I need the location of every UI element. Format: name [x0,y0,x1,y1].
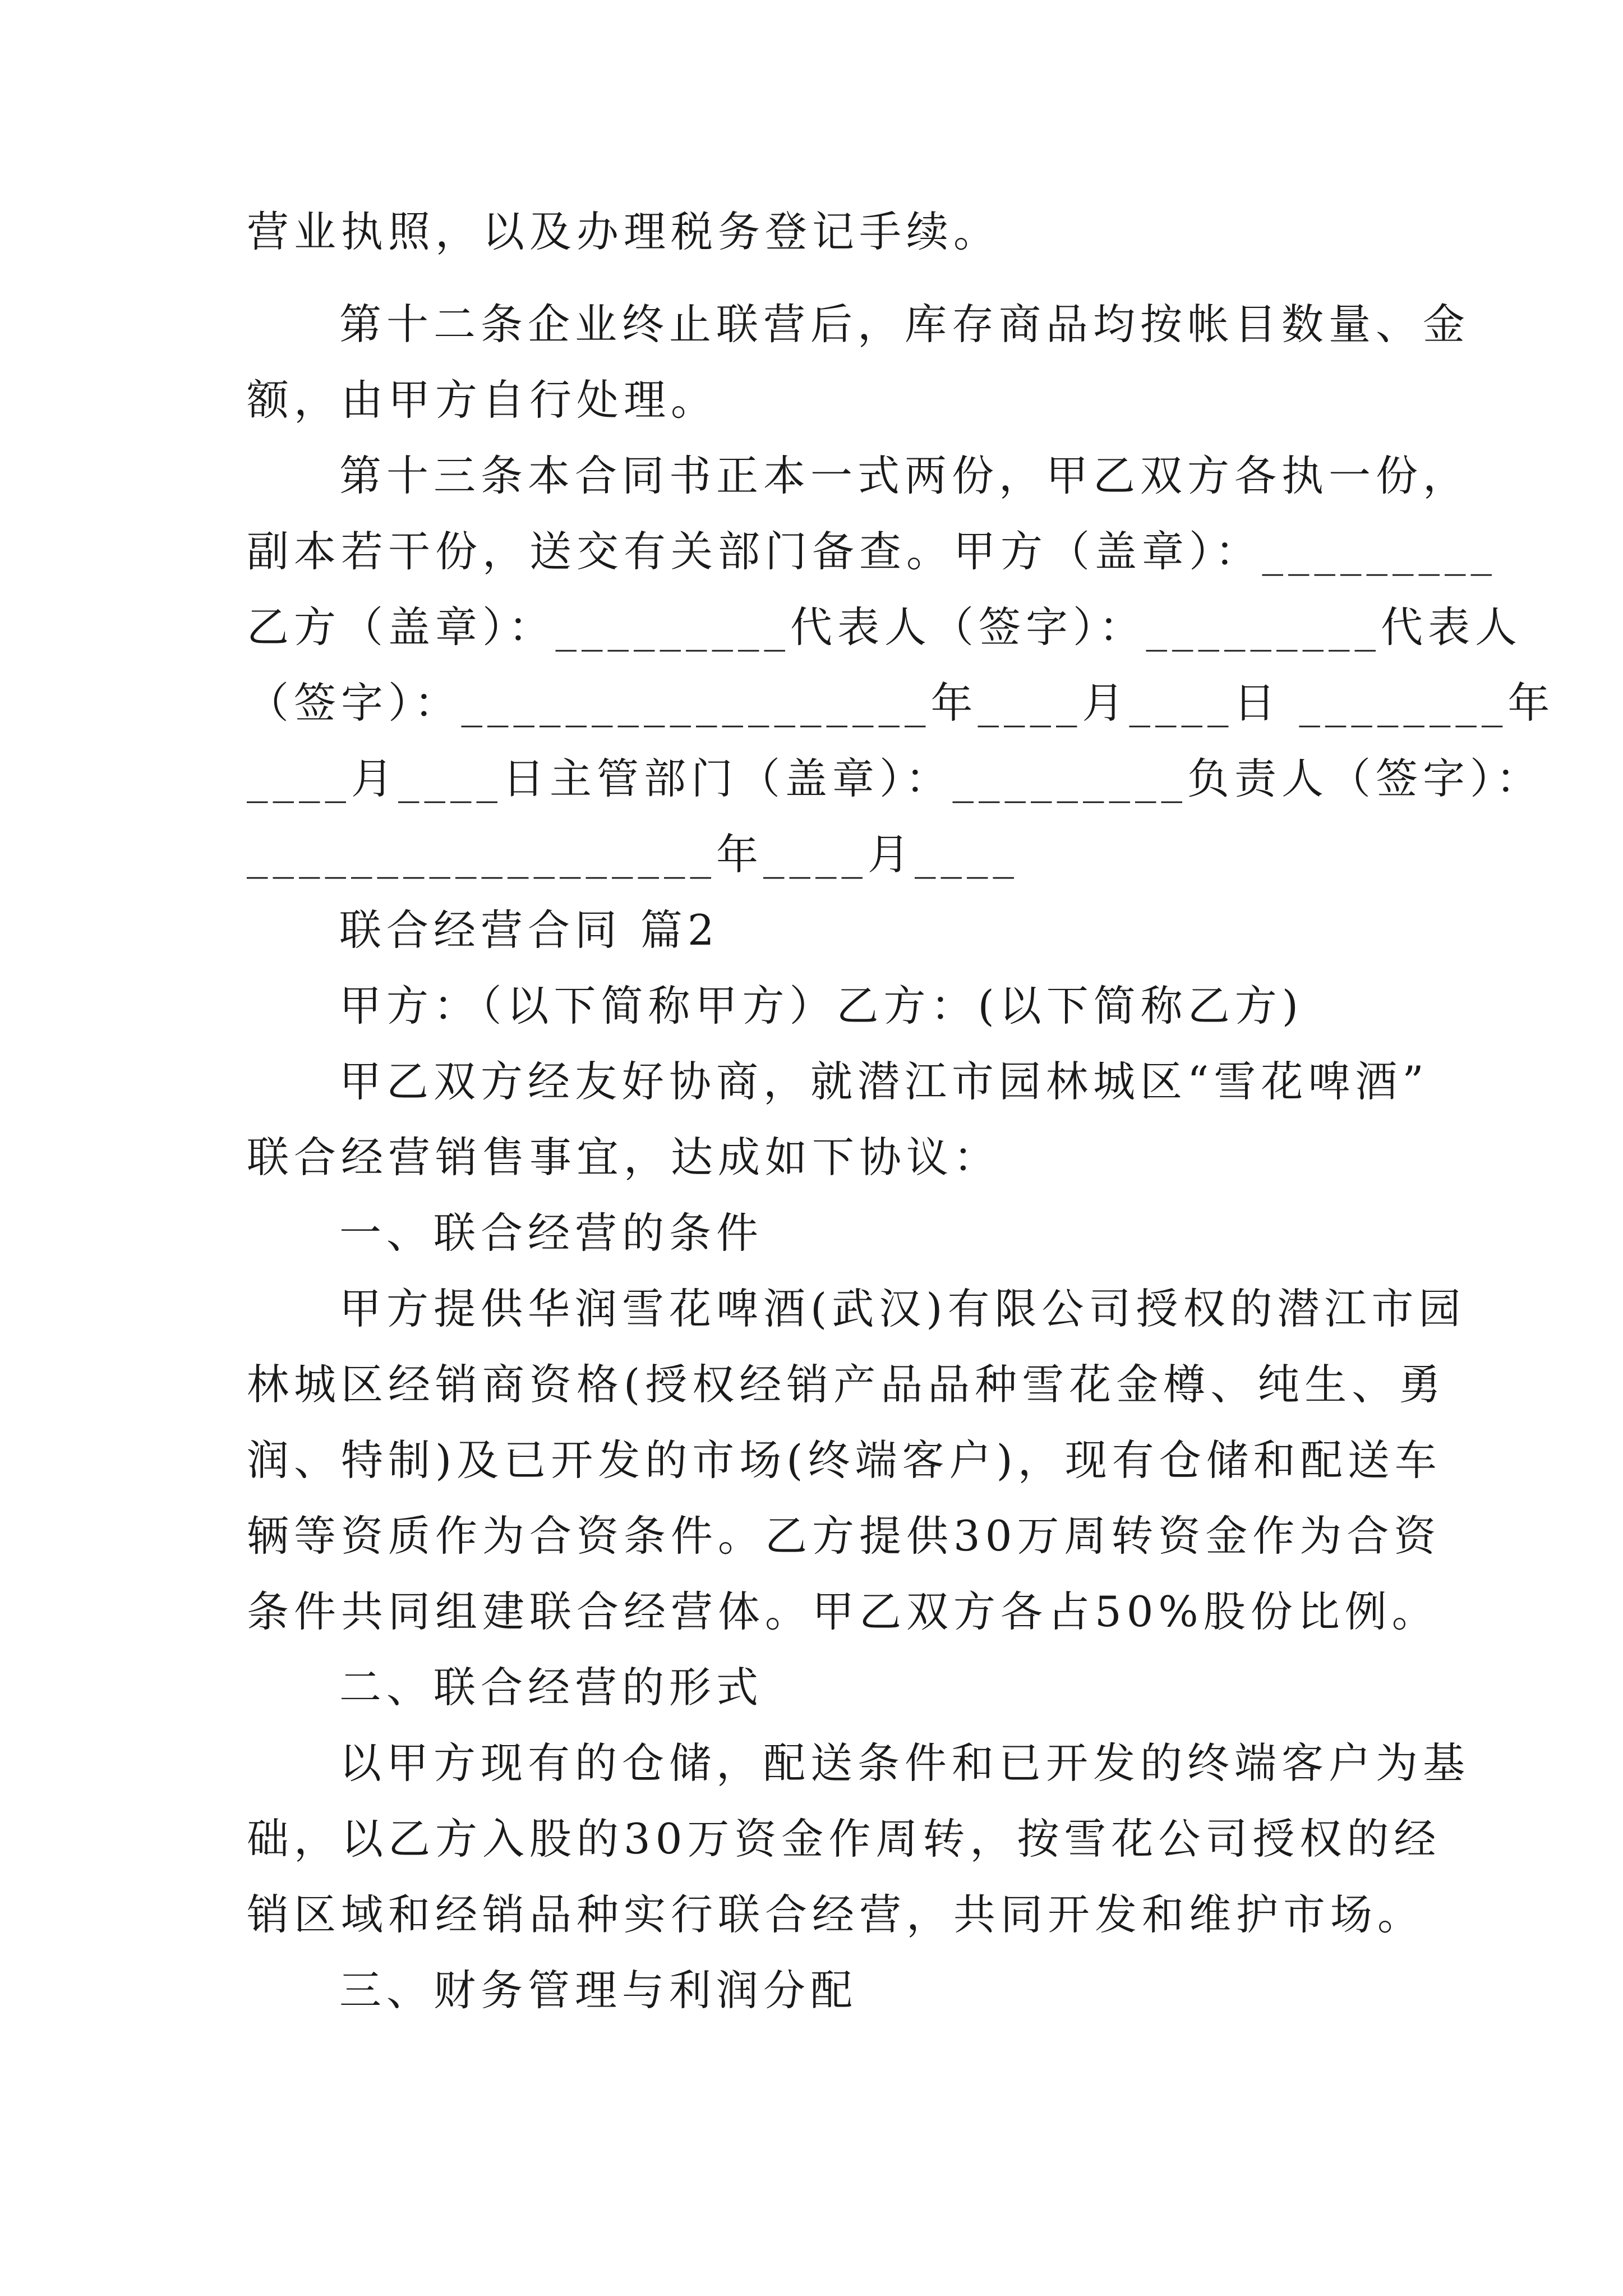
heading-3: 三、财务管理与利润分配 [339,1966,858,2015]
heading-1: 一、联合经营的条件 [339,1208,764,1258]
text-line-3: 额，由甲方自行处理。 [247,375,718,425]
text-line-13: 联合经营销售事宜，达成如下协议： [247,1133,1001,1182]
text-line-2: 第十二条企业终止联营后，库存商品均按帐目数量、金 [339,300,1470,349]
text-line-6: 乙方（盖章）：_________代表人（签字）：_________代表人 [247,602,1523,652]
text-line-5: 副本若干份，送交有关部门备查。甲方（盖章）：_________ [247,527,1497,576]
text-line-12: 甲乙双方经友好协商，就潜江市园林城区“雪花啤酒” [339,1057,1429,1106]
text-line-17: 润、特制)及已开发的市场(终端客户)，现有仓储和配送车 [247,1435,1442,1485]
parties-line: 甲方：（以下简称甲方）乙方：(以下简称乙方) [339,981,1304,1030]
text-line-1: 营业执照，以及办理税务登记手续。 [247,207,1001,256]
text-line-19: 条件共同组建联合经营体。甲乙双方各占50%股份比例。 [247,1587,1439,1636]
section-title-part2: 联合经营合同 篇2 [339,905,720,955]
text-line-18: 辆等资质作为合资条件。乙方提供30万周转资金作为合资 [247,1511,1441,1561]
text-line-23: 销区域和经销品种实行联合经营，共同开发和维护市场。 [247,1890,1425,1939]
text-line-9: __________________年____月____ [247,830,1019,879]
heading-2: 二、联合经营的形式 [339,1663,764,1712]
text-line-7: （签字）：__________________年____月____日 ________年 [247,678,1555,728]
text-line-21: 以甲方现有的仓储，配送条件和已开发的终端客户为基 [339,1738,1470,1788]
text-line-4: 第十三条本合同书正本一式两份，甲乙双方各执一份， [339,451,1470,500]
text-line-15: 甲方提供华润雪花啤酒(武汉)有限公司授权的潜江市园 [339,1284,1466,1333]
text-line-22: 础，以乙方入股的30万资金作周转，按雪花公司授权的经 [247,1814,1441,1864]
text-line-16: 林城区经销商资格(授权经销产品品种雪花金樽、纯生、勇 [247,1360,1446,1409]
text-line-8: ____月____日主管部门（盖章）：_________负责人（签字）： [247,754,1543,803]
